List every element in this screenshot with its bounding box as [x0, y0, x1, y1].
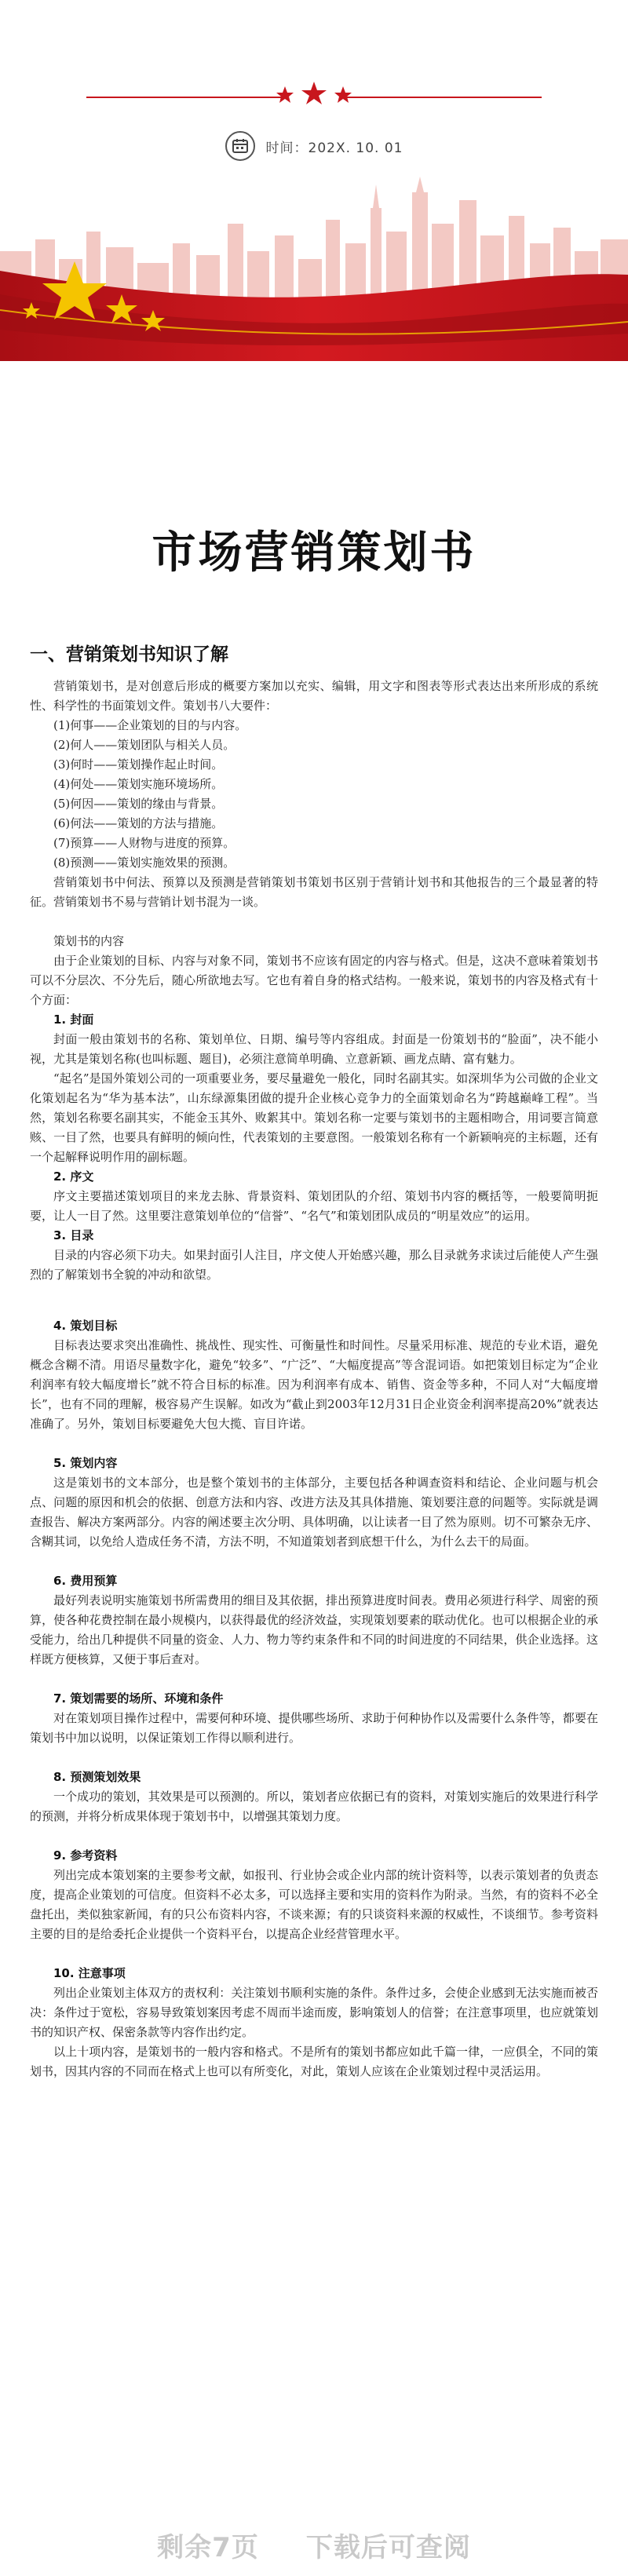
header-ornament — [0, 77, 628, 108]
download-footer — [0, 2521, 628, 2568]
subsection-title: 1. 封面 — [53, 1013, 94, 1027]
star-icon — [334, 86, 352, 103]
subsection-title: 10. 注意事项 — [53, 1966, 126, 1980]
list-item: (8)预测——策划实施效果的预测。 — [53, 856, 236, 870]
paragraph: 营销策划书，是对创意后形成的概要方案加以充实、编辑，用文字和图表等形式表达出来所形成的系统性、科学性的书面策划文件。策划书八大要件： — [30, 679, 598, 713]
calendar-icon — [225, 131, 255, 161]
header-banner — [0, 177, 628, 361]
subsection-title: 2. 序文 — [53, 1169, 94, 1184]
list-item: (2)何人——策划团队与相关人员。 — [53, 738, 236, 752]
section-heading: 一、营销策划书知识了解 — [30, 644, 228, 665]
paragraph: 以上十项内容，是策划书的一般内容和格式。不是所有的策划书都应如此千篇一律，一应俱全，不同的策划书，因其内容的不同而在格式上也可以有所变化，对此，策划人应该在企业策划过程中灵活运用。 — [30, 2045, 598, 2078]
paragraph: 列出企业策划主体双方的责权利：关注策划书顺利实施的条件。条件过多，会使企业感到无法实施而被否决：条件过于宽松，容易导致策划案因考虑不周而半途而废，影响策划人的信誉；在注意事项里，也应就策划书的知识产权、保密条款等内容作出约定。 — [30, 1986, 598, 2039]
date-row — [0, 130, 628, 162]
date-text: 时间：202X. 10. 01 — [265, 140, 403, 156]
paragraph: 这是策划书的文本部分，也是整个策划书的主体部分，主要包括各种调查资料和结论、企业问题与机会点、问题的原因和机会的依据、创意方法和内容、改进方法及其具体措施、策划要注意的问题等。实际就是调查报告、解决方案两部分。内容的阐述要主次分明、具体明确，以让读者一目了然为原则。切不可繁杂无序、含糊其词，以免给人造成任务不清，方法不明，不知道策划者到底想干什么，为什么去干的局面。 — [30, 1476, 598, 1549]
subsection-title: 5. 策划内容 — [53, 1456, 118, 1470]
document-title: 市场营销策划书 — [152, 527, 476, 578]
document-body — [0, 640, 628, 2082]
paragraph: 列出完成本策划案的主要参考文献，如报刊、行业协会或企业内部的统计资料等，以表示策划者的负责态度，提高企业策划的可信度。但资料不必太多，可以选择主要和实用的资料作为附录。当然，有的资料不必全盘托出，类似独家新闻，有的只公布资料内容，不谈来源；有的只谈资料来源的权威性，不谈细节。参考资料主要的目的是给委托企业提供一个资料平台，以提高企业经营管理水平。 — [30, 1868, 598, 1941]
paragraph: 一个成功的策划，其效果是可以预测的。所以，策划者应依据已有的资料，对策划实施后的效果进行科学的预测，并将分析成果体现于策划书中，以增强其策划力度。 — [30, 1790, 598, 1823]
subsection-title: 8. 预测策划效果 — [53, 1770, 141, 1784]
paragraph: 目录的内容必须下功夫。如果封面引人注目，序文使人开始感兴趣，那么目录就务求读过后能使人产生强烈的了解策划书全貌的冲动和欲望。 — [30, 1248, 598, 1282]
download-link[interactable]: 下载后可查阅 — [305, 2531, 471, 2563]
list-item: (1)何事——企业策划的目的与内容。 — [53, 718, 247, 732]
list-item: (3)何时——策划操作起止时间。 — [53, 757, 224, 772]
subsection-label: 策划书的内容 — [53, 934, 125, 948]
paragraph: 由于企业策划的目标、内容与对象不同，策划书不应该有固定的内容与格式。但是，这决不意味着策划书可以不分层次、不分先后，随心所欲地去写。它也有着自身的格式结构。一般来说，策划书的内容及格式有十个方面： — [30, 954, 598, 1007]
subsection-title: 4. 策划目标 — [53, 1319, 118, 1333]
list-item: (7)预算——人财物与进度的预算。 — [53, 836, 236, 850]
paragraph: 对在策划项目操作过程中，需要何种环境、提供哪些场所、求助于何种协作以及需要什么条件等，都要在策划书中加以说明，以保证策划工作得以顺利进行。 — [30, 1711, 598, 1745]
list-item: (4)何处——策划实施环境场所。 — [53, 777, 224, 791]
list-item: (6)何法——策划的方法与措施。 — [53, 816, 224, 830]
subsection-title: 9. 参考资料 — [53, 1848, 118, 1863]
subsection-title: 6. 费用预算 — [53, 1574, 118, 1588]
paragraph: 最好列表说明实施策划书所需费用的细目及其依据，排出预算进度时间表。费用必须进行科学、周密的预算，使各种花费控制在最小规模内，以获得最优的经济效益，实现策划要素的联动优化。也可以根据企业的承受能力，给出几种提供不同量的资金、人力、物力等约束条件和不同的时间进度的不同结果，供企业选择。这样既方便核算，又便于事后查对。 — [30, 1593, 598, 1666]
paragraph: 序文主要描述策划项目的来龙去脉、背景资料、策划团队的介绍、策划书内容的概括等，一般要简明扼要，让人一目了然。这里要注意策划单位的“信誉”、“名气”和策划团队成员的“明星效应”的运用。 — [30, 1189, 598, 1223]
star-icon — [301, 82, 327, 104]
paragraph: “起名”是国外策划公司的一项重要业务，要尽量避免一般化，同时名副其实。如深圳华为公司做的企业文化策划起名为“华为基本法”，山东绿源集团做的提升企业核心竞争力的全面策划命名为“跨越巅峰工程”。当然，策划名称要名副其实，不能金玉其外、败絮其中。策划名称一定要与策划书的主题相吻合，用词要言简意赅、一目了然，也要具有鲜明的倾向性，代表策划的主要意图。一般策划名称有一个新颖响亮的主标题，还有一个起解释说明作用的副标题。 — [30, 1071, 598, 1164]
element-list — [30, 716, 598, 873]
paragraph: 目标表达要求突出准确性、挑战性、现实性、可衡量性和时间性。尽量采用标准、规范的专业术语，避免概念含糊不清。用语尽量数字化，避免“较多”、“广泛”、“大幅度提高”等含混词语。如把策划目标定为“企业利润率有较大幅度增长”就不符合目标的标准。因为利润率有成本、销售、资金等多种，不同人对“大幅度增长”，也有不同的理解，极容易产生误解。如改为“截止到2003年12月31日企业资金利润率提高20%”就表达准确了。另外，策划目标要避免大包大揽、盲目许诺。 — [30, 1338, 598, 1431]
remaining-pages-text: 剩余7页 — [157, 2531, 259, 2563]
paragraph: 封面一般由策划书的名称、策划单位、日期、编号等内容组成。封面是一份策划书的“脸面”，决不能小视，尤其是策划名称(也叫标题、题目)，必须注意简单明确、立意新颖、画龙点睛、富有魅力。 — [30, 1032, 598, 1066]
list-item: (5)何因——策划的缘由与背景。 — [53, 797, 224, 811]
subsection-title: 7. 策划需要的场所、环境和条件 — [53, 1691, 224, 1706]
paragraph: 营销策划书中何法、预算以及预测是营销策划书策划书区别于营销计划书和其他报告的三个最显著的特征。营销策划书不易与营销计划书混为一谈。 — [30, 875, 598, 909]
subsection-title: 3. 目录 — [53, 1228, 94, 1242]
star-icon — [276, 86, 294, 103]
